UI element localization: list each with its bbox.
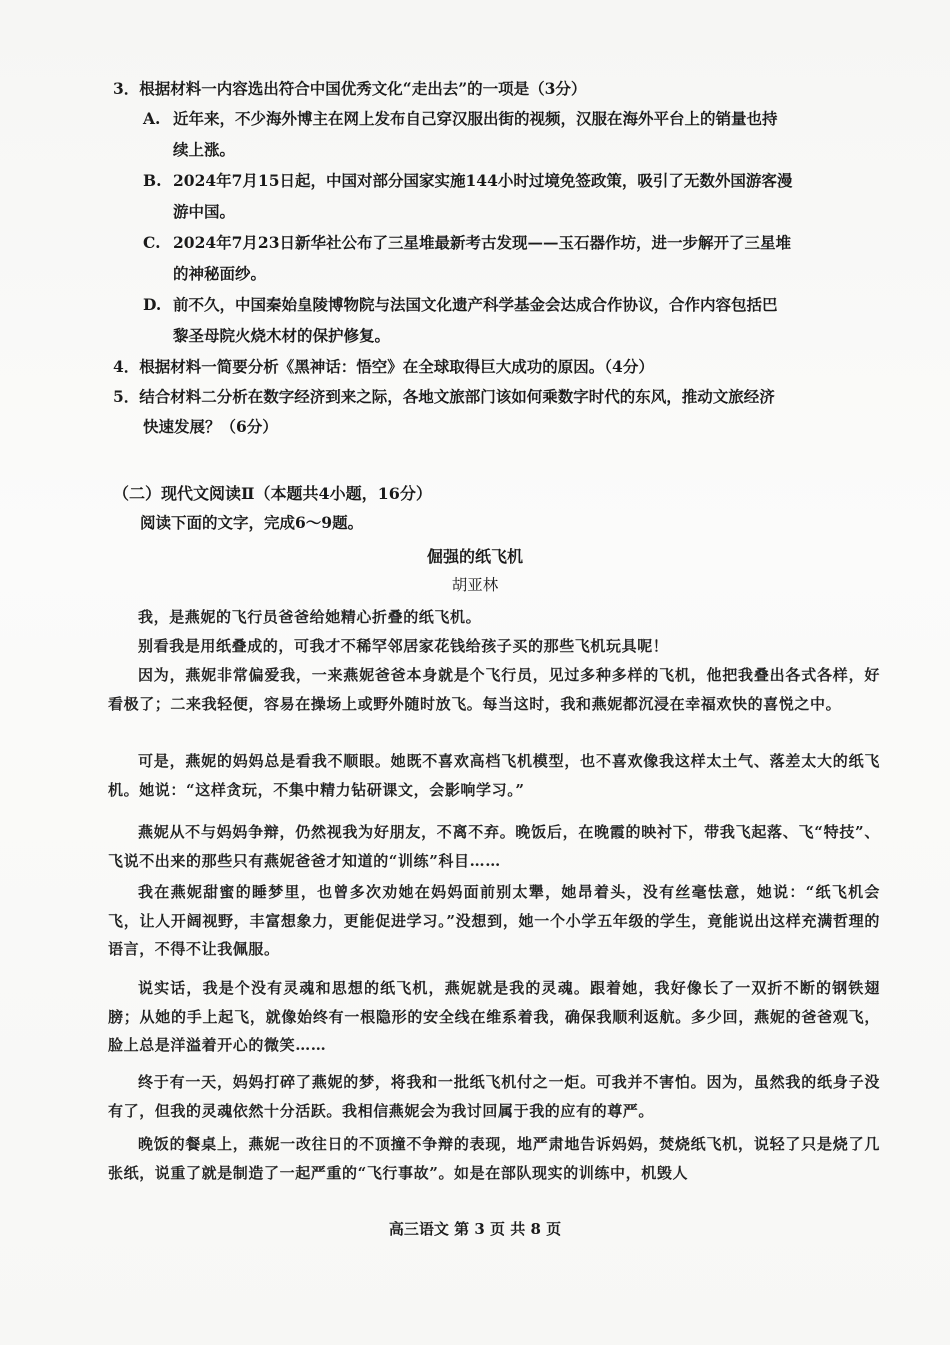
question-5: 5．结合材料二分析在数字经济到来之际，各地文旅部门该如何乘数字时代的东风，推动文旅经济 [113, 387, 775, 406]
article-paragraph: 我在燕妮甜蜜的睡梦里，也曾多次劝她在妈妈面前别太犟，她昂着头，没有丝毫怯意，她说：“纸飞机会飞，让人开阔视野，丰富想象力，更能促进学习。”没想到，她一个小学五年级的学生，竟能说出这样充满哲理的语言，不得不让我佩服。 [108, 883, 880, 959]
article-title: 倔强的纸飞机 [426, 547, 523, 566]
question-5-cont: 快速发展？（6分） [143, 417, 278, 436]
question-3-option-b [143, 169, 883, 225]
option-text-cont: 黎圣母院火烧木材的保护修复。 [173, 326, 391, 345]
article-paragraph: 终于有一天，妈妈打碎了燕妮的梦，将我和一批纸飞机付之一炬。可我并不害怕。因为，虽然我的纸身子没有了，但我的灵魂依然十分活跃。我相信燕妮会为我讨回属于我的应有的尊严。 [108, 1073, 880, 1120]
option-label: C. [143, 233, 161, 252]
article-paragraph: 我，是燕妮的飞行员爸爸给她精心折叠的纸飞机。 [138, 608, 482, 626]
question-4: 4．根据材料一简要分析《黑神话：悟空》在全球取得巨大成功的原因。（4分） [113, 357, 654, 376]
article-paragraph: 因为，燕妮非常偏爱我，一来燕妮爸爸本身就是个飞行员，见过多种多样的飞机，他把我叠出各式各样，好看极了；二来我轻便，容易在操场上或野外随时放飞。每当这时，我和燕妮都沉浸在幸福欢快的喜悦之中。 [108, 666, 880, 713]
option-text: 前不久，中国秦始皇陵博物院与法国文化遗产科学基金会达成合作协议，合作内容包括巴 [173, 295, 778, 314]
article-paragraph: 说实话，我是个没有灵魂和思想的纸飞机，燕妮就是我的灵魂。跟着她，我好像长了一双折不断的钢铁翅膀；从她的手上起飞，就像始终有一根隐形的安全线在维系着我，确保我顺利返航。多少回，燕妮的爸爸观飞，脸上总是洋溢着开心的微笑…… [108, 979, 880, 1055]
option-text: 2024年7月15日起，中国对部分国家实施144小时过境免签政策，吸引了无数外国游客漫 [173, 171, 793, 190]
question-3-option-c [143, 231, 883, 287]
article-paragraph: 别看我是用纸叠成的，可我才不稀罕邻居家花钱给孩子买的那些飞机玩具呢！ [138, 637, 669, 655]
option-text-cont: 续上涨。 [173, 140, 236, 159]
page-footer: 高三语文 第 3 页 共 8 页 [388, 1220, 562, 1238]
article-paragraph: 燕妮从不与妈妈争辩，仍然视我为好朋友，不离不弃。晚饭后，在晚霞的映衬下，带我飞起落、飞“特技”、飞说不出来的那些只有燕妮爸爸才知道的“训练”科目…… [108, 823, 880, 870]
option-text-cont: 的神秘面纱。 [173, 264, 267, 283]
option-label: A. [143, 109, 161, 128]
question-3-option-d [143, 293, 883, 349]
option-label: B. [143, 171, 162, 190]
article-paragraph: 晚饭的餐桌上，燕妮一改往日的不顶撞不争辩的表现，地严肃地告诉妈妈，焚烧纸飞机，说轻了只是烧了几张纸，说重了就是制造了一起严重的“飞行事故”。如是在部队现实的训练中，机毁人 [108, 1135, 880, 1182]
section-instruction: 阅读下面的文字，完成6～9题。 [140, 513, 364, 532]
option-text-cont: 游中国。 [173, 202, 236, 221]
question-3-option-a [143, 107, 883, 163]
option-text: 近年来，不少海外博主在网上发布自己穿汉服出街的视频，汉服在海外平台上的销量也持 [173, 109, 778, 128]
section-heading: （二）现代文阅读Ⅱ（本题共4小题，16分） [113, 484, 432, 503]
question-3-stem: 3．根据材料一内容选出符合中国优秀文化“走出去”的一项是（3分） [113, 79, 587, 98]
article-paragraph: 可是，燕妮的妈妈总是看我不顺眼。她既不喜欢高档飞机模型，也不喜欢像我这样太土气、落差太大的纸飞机。她说：“这样贪玩，不集中精力钻研课文，会影响学习。” [108, 752, 880, 799]
option-text: 2024年7月23日新华社公布了三星堆最新考古发现——玉石器作坊，进一步解开了三星堆 [173, 233, 791, 252]
article-author: 胡亚林 [451, 576, 499, 594]
option-label: D. [143, 295, 162, 314]
